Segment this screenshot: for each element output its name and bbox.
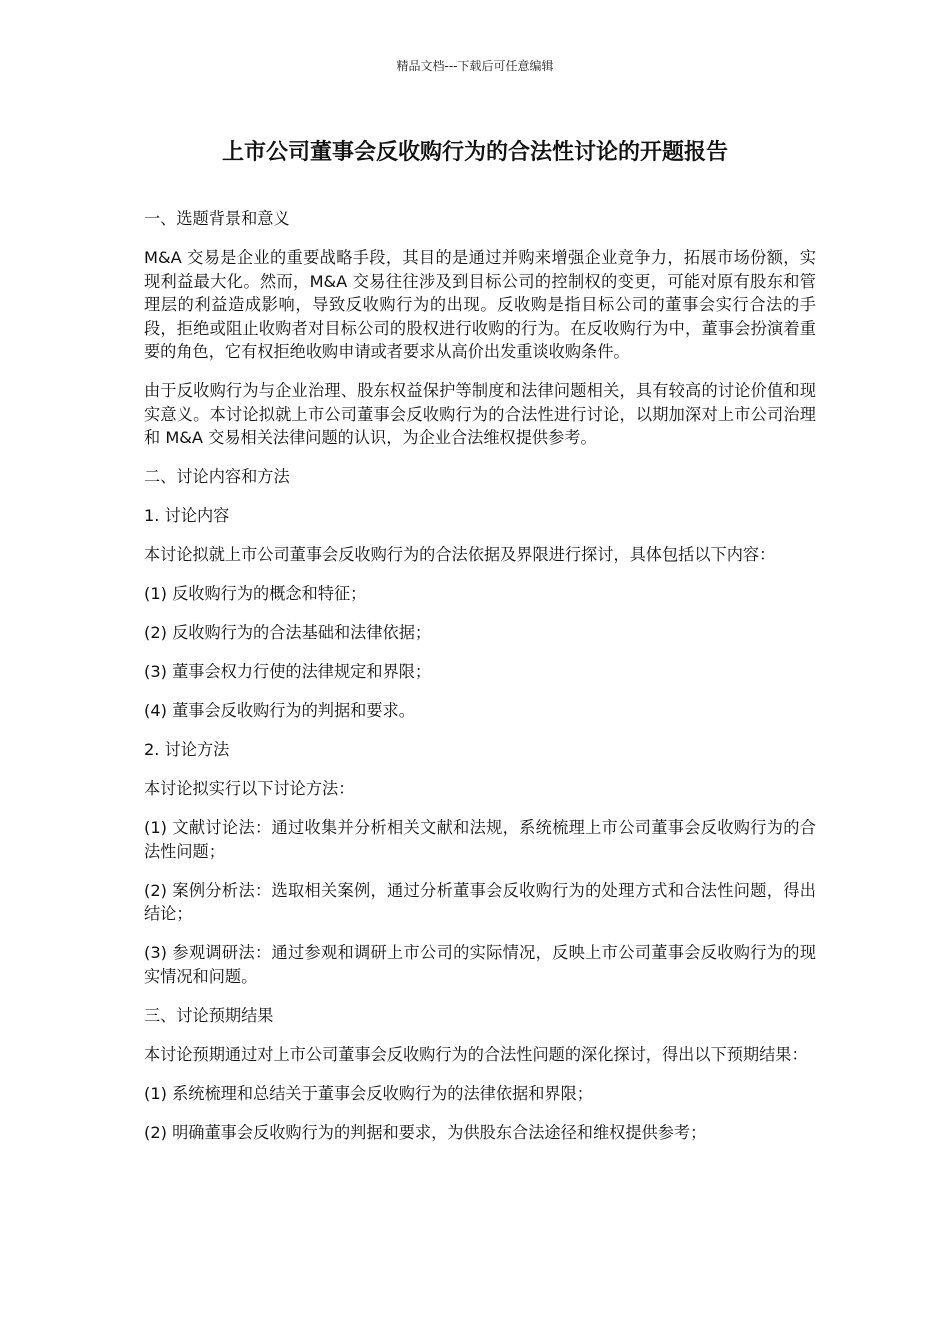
paragraph: 本讨论拟就上市公司董事会反收购行为的合法依据及界限进行探讨，具体包括以下内容： xyxy=(144,545,776,564)
paragraph: 本讨论预期通过对上市公司董事会反收购行为的合法性问题的深化探讨，得出以下预期结果： xyxy=(144,1044,808,1064)
list-item: (2) 反收购行为的合法基础和法律依据； xyxy=(144,623,432,642)
list-item: (3) 参观调研法：通过参观和调研上市公司的实际情况，反映上市公司董事会反收购行为的现实情况和问题。 xyxy=(144,943,816,986)
header-note: 精品文档---下载后可任意编辑 xyxy=(396,59,554,73)
subsection-heading: 1. 讨论内容 xyxy=(144,506,230,525)
list-item: (2) 案例分析法：选取相关案例，通过分析董事会反收购行为的处理方式和合法性问题，得出结论； xyxy=(144,880,816,923)
list-item: (1) 反收购行为的概念和特征； xyxy=(144,584,367,603)
list-item: (3) 董事会权力行使的法律规定和界限； xyxy=(144,662,432,681)
paragraph: 本讨论拟实行以下讨论方法： xyxy=(144,779,355,798)
list-item: (1) 文献讨论法：通过收集并分析相关文献和法规，系统梳理上市公司董事会反收购行为的合法性问题； xyxy=(144,818,816,861)
document-body xyxy=(144,207,816,1160)
paragraph: M&A 交易是企业的重要战略手段，其目的是通过并购来增强企业竞争力，拓展市场份额，实现利益最大化。然而，M&A 交易往往涉及到目标公司的控制权的变更，可能对原有股东和管理层的利益造成影响，导致反收购行为的出现。反收购是指目标公司的董事会实行合法的手段，拒绝或阻止收购者对目标公司的股权进行收购的行为。在反收购行为中，董事会扮演着重要的角色，它有权拒绝收购申请或者要求从高价出发重谈收购条件。 xyxy=(144,248,816,361)
section-heading-background: 一、选题背景和意义 xyxy=(144,209,290,228)
subsection-heading: 2. 讨论方法 xyxy=(144,740,230,759)
paragraph: 由于反收购行为与企业治理、股东权益保护等制度和法律问题相关，具有较高的讨论价值和现实意义。本讨论拟就上市公司董事会反收购行为的合法性进行讨论，以期加深对上市公司治理和 M&A 交易相关法律问题的认识，为企业合法维权提供参考。 xyxy=(144,381,816,447)
document-title: 上市公司董事会反收购行为的合法性讨论的开题报告 xyxy=(221,140,728,165)
section-heading-expected-results: 三、讨论预期结果 xyxy=(144,1005,274,1025)
list-item: (2) 明确董事会反收购行为的判据和要求，为供股东合法途径和维权提供参考； xyxy=(144,1122,707,1142)
list-item: (1) 系统梳理和总结关于董事会反收购行为的法律依据和界限； xyxy=(144,1083,593,1103)
section-heading-content-method: 二、讨论内容和方法 xyxy=(144,467,290,486)
list-item: (4) 董事会反收购行为的判据和要求。 xyxy=(144,701,415,720)
